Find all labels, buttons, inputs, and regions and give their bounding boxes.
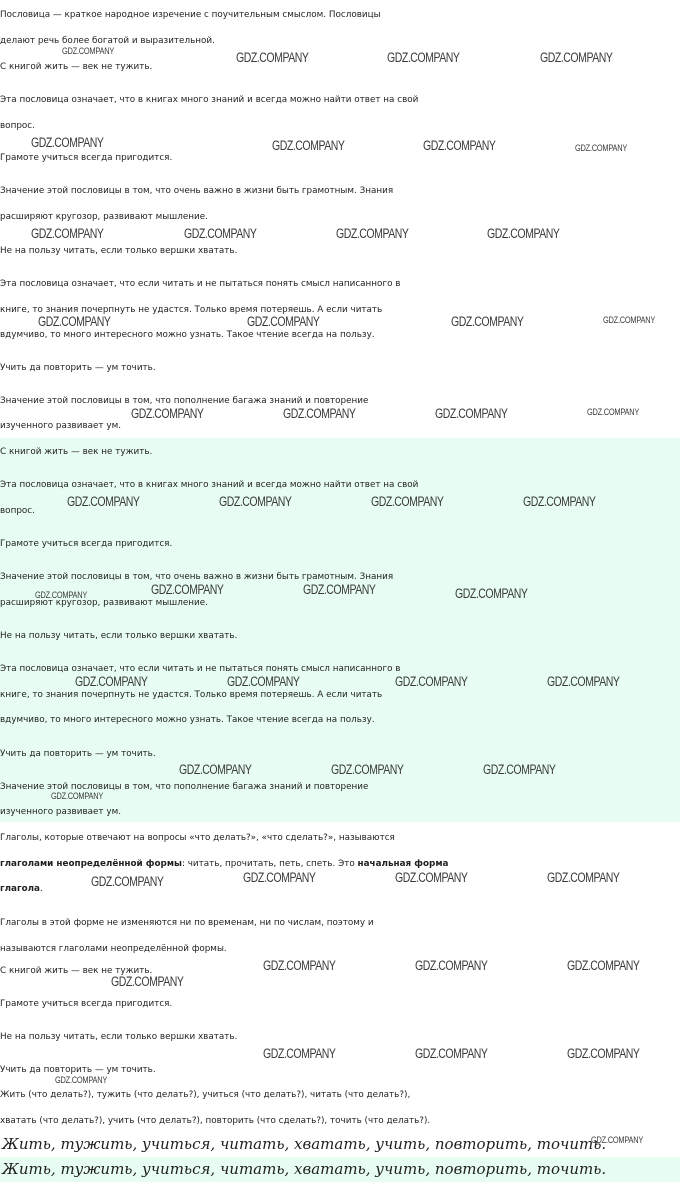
watermark: GDZ.COMPANY: [487, 226, 560, 241]
watermark: GDZ.COMPANY: [131, 406, 204, 421]
watermark: GDZ.COMPANY: [51, 791, 104, 802]
meaning-line: Эта пословица означает, что в книгах много знаний и всегда можно найти ответ на свой: [0, 480, 419, 490]
watermark: GDZ.COMPANY: [451, 314, 524, 329]
proverb: Грамоте учиться всегда пригодится.: [0, 153, 173, 163]
definition-text: : читать, прочитать, петь, спеть. Это: [181, 859, 358, 869]
watermark: GDZ.COMPANY: [38, 314, 111, 329]
watermark: GDZ.COMPANY: [423, 138, 496, 153]
watermark: GDZ.COMPANY: [184, 226, 257, 241]
term-bold: глагола: [0, 884, 40, 894]
watermark: GDZ.COMPANY: [371, 494, 444, 509]
intro-line: делают речь более богатой и выразительной.: [0, 36, 215, 46]
definition-line: Глаголы, которые отвечают на вопросы «что делать?», «что сделать?», называются: [0, 833, 395, 843]
meaning-line: вдумчиво, то много интересного можно узнать. Такое чтение всегда на пользу.: [0, 715, 375, 725]
watermark: GDZ.COMPANY: [395, 674, 468, 689]
watermark: GDZ.COMPANY: [547, 674, 620, 689]
proverb: Не на пользу читать, если только вершки хватать.: [0, 631, 238, 641]
watermark: GDZ.COMPANY: [483, 762, 556, 777]
watermark: GDZ.COMPANY: [35, 590, 88, 601]
watermark: GDZ.COMPANY: [247, 314, 320, 329]
meaning-line: вопрос.: [0, 506, 35, 516]
watermark: GDZ.COMPANY: [540, 50, 613, 65]
meaning-line: Значение этой пословицы в том, что очень важно в жизни быть грамотным. Знания: [0, 572, 394, 582]
note-line: называются глаголами неопределённой формы.: [0, 944, 227, 954]
watermark: GDZ.COMPANY: [272, 138, 345, 153]
watermark: GDZ.COMPANY: [523, 494, 596, 509]
proverb: Грамоте учиться всегда пригодится.: [0, 999, 173, 1009]
proverb: С книгой жить — век не тужить.: [0, 447, 153, 457]
watermark: GDZ.COMPANY: [263, 958, 336, 973]
meaning-line: Значение этой пословицы в том, что очень важно в жизни быть грамотным. Знания: [0, 186, 394, 196]
meaning-line: Эта пословица означает, что если читать и не пытаться понять смысл написанного в: [0, 279, 401, 289]
proverb: Не на пользу читать, если только вершки хватать.: [0, 246, 238, 256]
watermark: GDZ.COMPANY: [336, 226, 409, 241]
watermark: GDZ.COMPANY: [415, 1046, 488, 1061]
watermark: GDZ.COMPANY: [603, 315, 656, 326]
definition-text: .: [40, 884, 43, 894]
proverb: С книгой жить — век не тужить.: [0, 62, 153, 72]
term-bold: начальная форма: [357, 859, 449, 869]
watermark: GDZ.COMPANY: [75, 674, 148, 689]
watermark: GDZ.COMPANY: [547, 870, 620, 885]
verbs-line: Жить (что делать?), тужить (что делать?), учиться (что делать?), читать (что делать?),: [0, 1090, 411, 1100]
meaning-line: вдумчиво, то много интересного можно узнать. Такое чтение всегда на пользу.: [0, 330, 375, 340]
watermark: GDZ.COMPANY: [236, 50, 309, 65]
watermark: GDZ.COMPANY: [587, 407, 640, 418]
meaning-line: книге, то знания почерпнуть не удастся. Только время потеряешь. А если читать: [0, 305, 383, 315]
watermark: GDZ.COMPANY: [387, 50, 460, 65]
watermark: GDZ.COMPANY: [263, 1046, 336, 1061]
watermark: GDZ.COMPANY: [575, 143, 628, 154]
verbs-line: хватать (что делать?), учить (что делать?), повторить (что сделать?), точить (что делать?).: [0, 1116, 431, 1126]
watermark: GDZ.COMPANY: [151, 582, 224, 597]
watermark: GDZ.COMPANY: [591, 1135, 644, 1146]
handwritten-answer: Жить, тужить, учиться, читать, хватать, учить, повторить, точить.: [2, 1135, 607, 1153]
watermark: GDZ.COMPANY: [331, 762, 404, 777]
note-line: Глаголы в этой форме не изменяются ни по временам, ни по числам, поэтому и: [0, 918, 374, 928]
watermark: GDZ.COMPANY: [219, 494, 292, 509]
meaning-line: Значение этой пословицы в том, что пополнение багажа знаний и повторение: [0, 396, 369, 406]
meaning-line: Эта пословица означает, что если читать и не пытаться понять смысл написанного в: [0, 664, 401, 674]
meaning-line: Эта пословица означает, что в книгах много знаний и всегда можно найти ответ на свой: [0, 95, 419, 105]
watermark: GDZ.COMPANY: [31, 135, 104, 150]
watermark: GDZ.COMPANY: [67, 494, 140, 509]
proverb: Учить да повторить — ум точить.: [0, 363, 156, 373]
watermark: GDZ.COMPANY: [415, 958, 488, 973]
watermark: GDZ.COMPANY: [227, 674, 300, 689]
meaning-line: Значение этой пословицы в том, что пополнение багажа знаний и повторение: [0, 782, 369, 792]
watermark: GDZ.COMPANY: [395, 870, 468, 885]
watermark: GDZ.COMPANY: [62, 46, 115, 57]
watermark: GDZ.COMPANY: [111, 974, 184, 989]
proverb: С книгой жить — век не тужить.: [0, 966, 153, 976]
watermark: GDZ.COMPANY: [283, 406, 356, 421]
proverb: Учить да повторить — ум точить.: [0, 1065, 156, 1075]
watermark: GDZ.COMPANY: [243, 870, 316, 885]
proverb: Не на пользу читать, если только вершки хватать.: [0, 1032, 238, 1042]
term-bold: глаголами неопределённой формы: [0, 859, 182, 869]
watermark: GDZ.COMPANY: [567, 1046, 640, 1061]
meaning-line: изученного развивает ум.: [0, 807, 121, 817]
proverb: Грамоте учиться всегда пригодится.: [0, 539, 173, 549]
watermark: GDZ.COMPANY: [435, 406, 508, 421]
watermark: GDZ.COMPANY: [567, 958, 640, 973]
meaning-line: расширяют кругозор, развивают мышление.: [0, 598, 208, 608]
meaning-line: изученного развивает ум.: [0, 421, 121, 431]
watermark: GDZ.COMPANY: [303, 582, 376, 597]
meaning-line: книге, то знания почерпнуть не удастся. Только время потеряешь. А если читать: [0, 690, 383, 700]
watermark: GDZ.COMPANY: [91, 874, 164, 889]
watermark: GDZ.COMPANY: [179, 762, 252, 777]
watermark: GDZ.COMPANY: [455, 586, 528, 601]
watermark: GDZ.COMPANY: [55, 1075, 108, 1086]
watermark: GDZ.COMPANY: [31, 226, 104, 241]
meaning-line: расширяют кругозор, развивают мышление.: [0, 212, 208, 222]
meaning-line: вопрос.: [0, 121, 35, 131]
intro-line: Пословица — краткое народное изречение с поучительным смыслом. Пословицы: [0, 10, 381, 20]
handwritten-answer: Жить, тужить, учиться, читать, хватать, учить, повторить, точить.: [2, 1160, 607, 1178]
proverb: Учить да повторить — ум точить.: [0, 749, 156, 759]
